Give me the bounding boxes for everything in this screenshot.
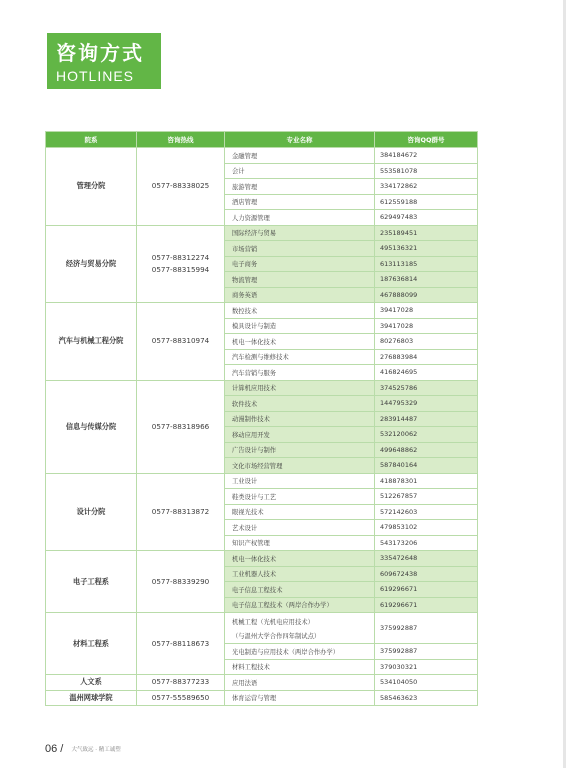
major-label: 商务英语: [232, 292, 258, 300]
major-name: [225, 396, 375, 412]
qq-group-number: 283914487: [375, 411, 478, 427]
qq-group-number: 499648862: [375, 442, 478, 458]
qq-group-number: 543173206: [375, 535, 478, 551]
major-name: [225, 690, 375, 706]
major-name: [225, 458, 375, 474]
major-name: [225, 473, 375, 489]
qq-group-number: 375992887: [375, 644, 478, 660]
table-header-row: [46, 132, 478, 148]
major-label: 文化市场经营管理: [232, 462, 283, 470]
hotline-phone: 0577-88118673: [137, 613, 225, 675]
qq-group-number: 384184672: [375, 148, 478, 164]
major-label: 汽车营销与服务: [232, 369, 277, 377]
major-label-note: （与温州大学合作四年制试点）: [232, 632, 321, 640]
section-header: [47, 33, 161, 89]
major-label: 广告设计与制作: [232, 447, 277, 455]
hotline-phone: 0577-88377233: [137, 675, 225, 691]
qq-group-number: 619296671: [375, 597, 478, 613]
major-label: 市场营销: [232, 245, 258, 253]
table-row: [46, 380, 478, 396]
major-name: [225, 365, 375, 381]
dept-name: 管理分院: [46, 148, 137, 226]
major-label: 知识产权管理: [232, 540, 270, 548]
qq-group-number: 80276803: [375, 334, 478, 350]
major-name: [225, 597, 375, 613]
major-name: [225, 148, 375, 164]
table-body: [46, 148, 478, 706]
dept-name: 人文系: [46, 675, 137, 691]
dept-name: 材料工程系: [46, 613, 137, 675]
major-label: 光电制造与应用技术（两岸合作办学）: [232, 648, 340, 656]
table-row: [46, 148, 478, 164]
qq-group-number: 467888099: [375, 287, 478, 303]
qq-group-number: 235189451: [375, 225, 478, 241]
major-label: 软件技术: [232, 400, 258, 408]
table-row: [46, 551, 478, 567]
table-row: [46, 675, 478, 691]
qq-group-number: 39417028: [375, 318, 478, 334]
major-label: 电子信息工程技术（两岸合作办学）: [232, 602, 333, 610]
major-label: 工业机器人技术: [232, 571, 277, 579]
major-name: [225, 225, 375, 241]
major-label: 数控技术: [232, 307, 258, 315]
dept-name: 经济与贸易分院: [46, 225, 137, 303]
major-name: [225, 380, 375, 396]
major-label: 金融管理: [232, 152, 258, 160]
hotline-phone: 0577-55589650: [137, 690, 225, 706]
major-name: [225, 659, 375, 675]
footer: 06 / 大气致远 · 精工诚塑: [45, 743, 121, 755]
qq-group-number: 375992887: [375, 613, 478, 644]
major-label: 会计: [232, 168, 245, 176]
major-label: 物流管理: [232, 276, 258, 284]
major-name: [225, 241, 375, 257]
major-name: [225, 582, 375, 598]
qq-group-number: 532120062: [375, 427, 478, 443]
qq-group-number: 144795329: [375, 396, 478, 412]
major-name: [225, 210, 375, 226]
major-name: [225, 179, 375, 195]
major-name: [225, 334, 375, 350]
dept-name: 电子工程系: [46, 551, 137, 613]
hotline-phone: 0577-88338025: [137, 148, 225, 226]
qq-group-number: 572142603: [375, 504, 478, 520]
major-name: [225, 644, 375, 660]
section-subtitle: HOTLINES: [56, 68, 135, 84]
major-name: [225, 504, 375, 520]
dept-name: 汽车与机械工程分院: [46, 303, 137, 381]
major-label: 艺术设计: [232, 524, 258, 532]
major-label: 计算机应用技术: [232, 385, 277, 393]
qq-group-number: 335472648: [375, 551, 478, 567]
major-label: 国际经济与贸易: [232, 230, 277, 238]
qq-group-number: 418878301: [375, 473, 478, 489]
major-label: 酒店管理: [232, 199, 258, 207]
table-row: [46, 473, 478, 489]
major-name: [225, 318, 375, 334]
qq-group-number: 613113185: [375, 256, 478, 272]
qq-group-number: 334172862: [375, 179, 478, 195]
dept-name: 温州网球学院: [46, 690, 137, 706]
page-number: 06: [45, 743, 58, 755]
qq-group-number: 374525786: [375, 380, 478, 396]
major-label: 电子商务: [232, 261, 258, 269]
major-label: 体育运营与管理: [232, 695, 277, 703]
hotline-phone: 0577-88312274 0577-88315994: [137, 225, 225, 303]
major-name: [225, 349, 375, 365]
major-name: [225, 535, 375, 551]
header-phone: 咨询热线: [137, 132, 225, 148]
table-row: [46, 613, 478, 644]
major-label: 汽车检测与维修技术: [232, 354, 289, 362]
section-title: 咨询方式: [56, 41, 144, 65]
major-name: [225, 551, 375, 567]
major-label: 旅游管理: [232, 183, 258, 191]
qq-group-number: 379030321: [375, 659, 478, 675]
hotline-phone: 0577-88339290: [137, 551, 225, 613]
header-dept: 院系: [46, 132, 137, 148]
major-name: [225, 163, 375, 179]
qq-group-number: 587840164: [375, 458, 478, 474]
qq-group-number: 619296671: [375, 582, 478, 598]
major-label: 模具设计与制造: [232, 323, 277, 331]
major-name: [225, 411, 375, 427]
major-label: 人力资源管理: [232, 214, 270, 222]
qq-group-number: 276883984: [375, 349, 478, 365]
major-label: 鞋类设计与工艺: [232, 493, 277, 501]
major-name: [225, 256, 375, 272]
major-label: 动漫制作技术: [232, 416, 270, 424]
qq-group-number: 512267857: [375, 489, 478, 505]
qq-group-number: 609672438: [375, 566, 478, 582]
qq-group-number: 585463623: [375, 690, 478, 706]
header-qq: 咨询QQ群号: [375, 132, 478, 148]
major-name: [225, 303, 375, 319]
hotline-table: [45, 131, 478, 706]
qq-group-number: 187636814: [375, 272, 478, 288]
qq-group-number: 416824695: [375, 365, 478, 381]
major-name: [225, 427, 375, 443]
major-label: 机电一体化技术: [232, 338, 277, 346]
header-major: 专业名称: [225, 132, 375, 148]
major-label: 移动应用开发: [232, 431, 270, 439]
hotline-phone: 0577-88313872: [137, 473, 225, 551]
major-label: 工业设计: [232, 478, 258, 486]
table-row: [46, 225, 478, 241]
hotline-phone: 0577-88318966: [137, 380, 225, 473]
major-label: 机电一体化技术: [232, 555, 277, 563]
qq-group-number: 612559188: [375, 194, 478, 210]
major-label: 机械工程（光机电应用技术）: [232, 618, 314, 626]
major-label: 眼视光技术: [232, 509, 264, 517]
dept-name: 设计分院: [46, 473, 137, 551]
qq-group-number: 629497483: [375, 210, 478, 226]
major-label: 电子信息工程技术: [232, 586, 283, 594]
major-name: [225, 566, 375, 582]
qq-group-number: 553581078: [375, 163, 478, 179]
qq-group-number: 39417028: [375, 303, 478, 319]
table-row: [46, 690, 478, 706]
major-label: 应用法语: [232, 679, 258, 687]
major-name: [225, 675, 375, 691]
major-name: [225, 520, 375, 536]
qq-group-number: 495136321: [375, 241, 478, 257]
footer-slogan: 大气致远 · 精工诚塑: [71, 747, 121, 753]
qq-group-number: 534104050: [375, 675, 478, 691]
hotline-phone: 0577-88310974: [137, 303, 225, 381]
dept-name: 信息与传媒分院: [46, 380, 137, 473]
major-name: [225, 194, 375, 210]
major-name: [225, 442, 375, 458]
major-name: [225, 272, 375, 288]
table-row: [46, 303, 478, 319]
major-name: [225, 489, 375, 505]
major-name: [225, 287, 375, 303]
qq-group-number: 479853102: [375, 520, 478, 536]
major-label: 材料工程技术: [232, 664, 270, 672]
major-name: [225, 613, 375, 644]
